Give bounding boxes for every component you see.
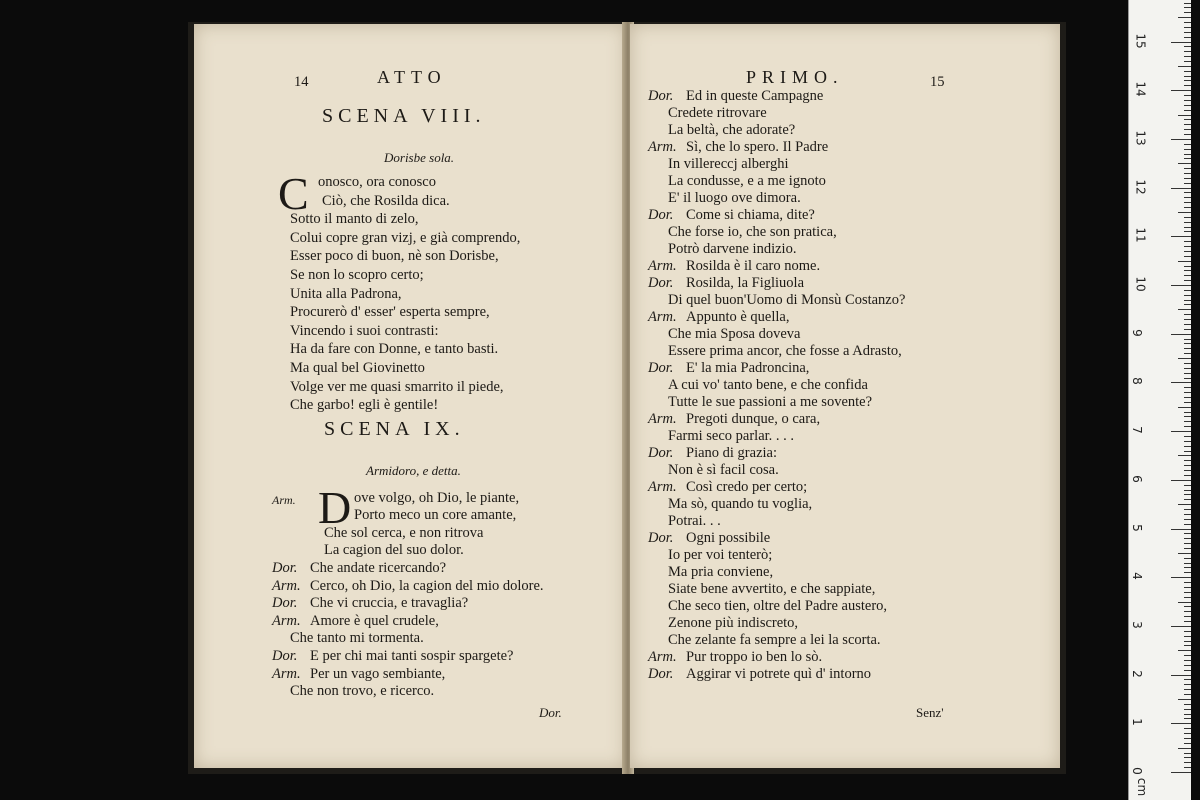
- speaker-label: Arm.: [648, 649, 677, 665]
- ruler-tick: [1184, 61, 1191, 62]
- ruler-tick: [1184, 37, 1191, 38]
- ruler-tick: [1184, 441, 1191, 442]
- speaker-label: Dor.: [648, 666, 674, 682]
- ruler-tick: [1184, 460, 1191, 461]
- ruler-tick: [1184, 353, 1191, 354]
- dialogue-line: Piano di grazia:: [686, 445, 778, 461]
- catchword-right: Senz': [916, 705, 944, 720]
- verse-line: Ma qual bel Giovinetto: [290, 360, 425, 376]
- ruler-tick: [1184, 241, 1191, 242]
- catchword-left: Dor.: [539, 705, 562, 720]
- speaker-label: Arm.: [648, 411, 677, 427]
- open-book: [188, 22, 1066, 774]
- speaker-label: Arm.: [272, 665, 301, 682]
- ruler-tick: [1171, 626, 1191, 627]
- ruler-label: 13: [1133, 130, 1148, 146]
- ruler-tick: [1184, 207, 1191, 208]
- ruler-tick: [1184, 290, 1191, 291]
- ruler-tick: [1178, 309, 1191, 310]
- ruler-tick: [1184, 524, 1191, 525]
- dialogue-line: La condusse, e a me ignoto: [668, 173, 826, 189]
- dialogue-line: Che seco tien, oltre del Padre austero,: [668, 598, 888, 614]
- dialogue-line: Come si chiama, dite?: [686, 207, 815, 223]
- ruler-label: 8: [1129, 377, 1144, 386]
- ruler-tick: [1184, 611, 1191, 612]
- ruler-tick: [1184, 270, 1191, 271]
- ruler-tick: [1184, 616, 1191, 617]
- speaker-label: Arm.: [272, 612, 301, 629]
- ruler-tick: [1184, 183, 1191, 184]
- dialogue-line: Che mia Sposa doveva: [668, 326, 801, 342]
- dialogue-line: E per chi mai tanti sospir spargete?: [310, 648, 514, 664]
- ruler-tick: [1184, 304, 1191, 305]
- verse-line: Volge ver me quasi smarrito il piede,: [290, 378, 504, 395]
- dialogue-line: Cerco, oh Dio, la cagion del mio dolore.: [310, 577, 544, 594]
- ruler-label: 2: [1129, 669, 1144, 678]
- ruler-tick: [1184, 470, 1191, 471]
- speaker-label: Arm.: [648, 309, 677, 325]
- verse-line: Vincendo i suoi contrasti:: [290, 322, 439, 339]
- ruler-tick: [1171, 431, 1191, 432]
- ruler-tick: [1184, 509, 1191, 510]
- dialogue-line: Sì, che lo spero. Il Padre: [686, 139, 829, 155]
- ruler-tick: [1184, 46, 1191, 47]
- ruler-tick: [1184, 738, 1191, 739]
- ruler-label: 12: [1133, 178, 1148, 195]
- ruler-tick: [1184, 665, 1191, 666]
- ruler-tick: [1184, 679, 1191, 680]
- ruler-tick: [1178, 748, 1191, 749]
- dialogue-line: Tutte le sue passioni a me sovente?: [668, 394, 873, 410]
- ruler-tick: [1184, 373, 1191, 374]
- ruler-tick: [1184, 714, 1191, 715]
- ruler-unit: cm: [1135, 777, 1150, 797]
- ruler-tick: [1178, 115, 1191, 116]
- scene-8-title: SCENA VIII.: [322, 105, 486, 127]
- running-head-left: ATTO: [377, 67, 447, 87]
- ruler-tick: [1184, 100, 1191, 101]
- ruler-tick: [1184, 606, 1191, 607]
- ruler-tick: [1184, 563, 1191, 564]
- speaker-label: Dor.: [648, 530, 674, 546]
- speaker-label: Arm.: [648, 139, 677, 155]
- left-page: [194, 24, 627, 768]
- dialogue-line: A cui vo' tanto bene, e che confida: [668, 377, 868, 393]
- ruler-tick: [1171, 382, 1191, 383]
- ruler-tick: [1184, 533, 1191, 534]
- ruler-tick: [1178, 407, 1191, 408]
- ruler-tick: [1184, 767, 1191, 768]
- ruler-tick: [1184, 704, 1191, 705]
- ruler-tick: [1184, 266, 1191, 267]
- ruler-tick: [1184, 762, 1191, 763]
- ruler-tick: [1184, 12, 1191, 13]
- ruler-tick: [1178, 602, 1191, 603]
- ruler-tick: [1184, 280, 1191, 281]
- ruler-tick: [1184, 339, 1191, 340]
- verse-line: Ciò, che Rosilda dica.: [322, 192, 450, 209]
- running-head-right: PRIMO.: [746, 67, 844, 87]
- scene-9-first-speaker: Arm.: [272, 493, 296, 507]
- ruler-tick: [1184, 251, 1191, 252]
- ruler-tick: [1171, 139, 1191, 140]
- ruler-tick: [1184, 300, 1191, 301]
- speaker-label: Dor.: [272, 595, 298, 612]
- scene-9-cast: Armidoro, e detta.: [366, 463, 461, 478]
- ruler-tick: [1184, 119, 1191, 120]
- ruler-label: 5: [1129, 523, 1144, 532]
- ruler-tick: [1184, 421, 1191, 422]
- ruler-tick: [1184, 124, 1191, 125]
- ruler-tick: [1184, 56, 1191, 57]
- speaker-label: Arm.: [272, 577, 301, 594]
- ruler-tick: [1171, 285, 1191, 286]
- verse-line: Sotto il manto di zelo,: [290, 211, 419, 228]
- dialogue-line: Ma pria conviene,: [668, 564, 774, 580]
- ruler-tick: [1184, 80, 1191, 81]
- ruler-tick: [1184, 397, 1191, 398]
- ruler-tick: [1184, 329, 1191, 330]
- ruler-label: 7: [1129, 426, 1144, 434]
- verse-line: Che garbo! egli è gentile!: [290, 397, 439, 414]
- ruler-tick: [1184, 538, 1191, 539]
- ruler-tick: [1184, 636, 1191, 637]
- ruler-tick: [1184, 446, 1191, 447]
- dialogue-line: Che non trovo, e ricerco.: [290, 683, 435, 700]
- ruler-tick: [1184, 592, 1191, 593]
- ruler-tick: [1184, 76, 1191, 77]
- ruler-tick: [1184, 71, 1191, 72]
- ruler-tick: [1184, 392, 1191, 393]
- ruler-tick: [1184, 485, 1191, 486]
- ruler-tick: [1184, 95, 1191, 96]
- speaker-label: Dor.: [272, 648, 298, 664]
- ruler-tick: [1184, 178, 1191, 179]
- ruler-tick: [1178, 163, 1191, 164]
- ruler-tick: [1184, 149, 1191, 150]
- ruler-tick: [1184, 543, 1191, 544]
- dialogue-line: Siate bene avvertito, e che sappiate,: [668, 581, 876, 597]
- dialogue-line: Appunto è quella,: [686, 309, 790, 325]
- ruler-tick: [1184, 134, 1191, 135]
- dialogue-line: Rosilda è il caro nome.: [686, 258, 821, 274]
- dialogue-line: Credete ritrovare: [668, 105, 767, 121]
- speaker-label: Dor.: [648, 275, 674, 291]
- speaker-label: Dor.: [648, 445, 674, 461]
- ruler-tick: [1184, 587, 1191, 588]
- ruler-tick: [1184, 363, 1191, 364]
- ruler-label: 11: [1133, 227, 1148, 243]
- ruler-tick: [1184, 85, 1191, 86]
- dialogue-line: Che andate ricercando?: [310, 560, 447, 576]
- ruler-tick: [1171, 529, 1191, 530]
- ruler-tick: [1184, 173, 1191, 174]
- ruler-tick: [1184, 733, 1191, 734]
- dialogue-line: In villereccj alberghi: [668, 156, 789, 172]
- ruler-tick: [1184, 402, 1191, 403]
- speaker-label: Dor.: [648, 207, 674, 223]
- ruler-tick: [1184, 319, 1191, 320]
- verse-line: Colui copre gran vizj, e già comprendo,: [290, 229, 521, 246]
- ruler-tick: [1171, 772, 1191, 773]
- ruler-tick: [1171, 723, 1191, 724]
- ruler-tick: [1178, 261, 1191, 262]
- ruler-label: 6: [1129, 474, 1144, 483]
- ruler-tick: [1184, 645, 1191, 646]
- ruler-tick: [1184, 641, 1191, 642]
- ruler-tick: [1184, 655, 1191, 656]
- ruler-tick: [1184, 202, 1191, 203]
- ruler-tick: [1184, 494, 1191, 495]
- ruler-tick: [1184, 387, 1191, 388]
- ruler-label: 3: [1129, 621, 1144, 629]
- drop-cap-c: C: [278, 168, 309, 219]
- ruler-tick: [1184, 348, 1191, 349]
- ruler-tick: [1171, 577, 1191, 578]
- verse-line: La cagion del suo dolor.: [324, 541, 464, 558]
- ruler-tick: [1171, 480, 1191, 481]
- ruler-tick: [1184, 412, 1191, 413]
- ruler-tick: [1184, 582, 1191, 583]
- dialogue-line: La beltà, che adorate?: [668, 122, 796, 138]
- verse-line: Ha da fare con Donne, e tanto basti.: [290, 341, 499, 358]
- ruler-tick: [1184, 256, 1191, 257]
- ruler-tick: [1184, 154, 1191, 155]
- ruler-tick: [1184, 378, 1191, 379]
- ruler-tick: [1178, 553, 1191, 554]
- ruler-label: 10: [1133, 276, 1148, 292]
- ruler-tick: [1184, 416, 1191, 417]
- dialogue-line: Pur troppo io ben lo sò.: [686, 649, 823, 665]
- verse-line: ove volgo, oh Dio, le piante,: [354, 490, 520, 506]
- speaker-label: Dor.: [648, 88, 674, 104]
- dialogue-line: E' il luogo ove dimora.: [668, 190, 801, 206]
- ruler-tick: [1184, 343, 1191, 344]
- dialogue-line: Così credo per certo;: [686, 479, 808, 495]
- dialogue-line: Ma sò, quando tu voglia,: [668, 496, 813, 512]
- ruler-tick: [1184, 465, 1191, 466]
- ruler-tick: [1178, 650, 1191, 651]
- ruler-tick: [1184, 324, 1191, 325]
- speaker-label: Dor.: [648, 360, 674, 376]
- ruler-tick: [1184, 222, 1191, 223]
- verse-line: Unita alla Padrona,: [290, 285, 402, 302]
- ruler-tick: [1184, 548, 1191, 549]
- ruler-tick: [1184, 558, 1191, 559]
- ruler-tick: [1184, 246, 1191, 247]
- ruler-tick: [1184, 514, 1191, 515]
- ruler-tick: [1184, 426, 1191, 427]
- dialogue-line: Di quel buon'Uomo di Monsù Costanzo?: [668, 292, 906, 308]
- drop-cap-d: D: [318, 482, 352, 533]
- ruler-tick: [1178, 212, 1191, 213]
- dialogue-line: Amore è quel crudele,: [310, 612, 439, 629]
- ruler-tick: [1171, 42, 1191, 43]
- ruler-label: 1: [1129, 718, 1144, 727]
- ruler-tick: [1184, 110, 1191, 111]
- ruler-tick: [1171, 188, 1191, 189]
- ruler-label: 14: [1133, 81, 1148, 97]
- ruler-tick: [1184, 275, 1191, 276]
- ruler-tick: [1171, 675, 1191, 676]
- ruler-tick: [1184, 519, 1191, 520]
- dialogue-line: Essere prima ancor, che fosse a Adrasto,: [668, 343, 902, 359]
- ruler-tick: [1184, 144, 1191, 145]
- scene-8-cast: Dorisbe sola.: [384, 150, 455, 165]
- ruler-tick: [1184, 689, 1191, 690]
- dialogue-line: Potrai. . .: [668, 513, 721, 529]
- ruler-tick: [1184, 227, 1191, 228]
- verse-line: Porto meco un core amante,: [354, 507, 517, 524]
- verse-line: Procurerò d' esser' esperta sempre,: [290, 304, 490, 321]
- ruler-tick: [1184, 753, 1191, 754]
- ruler-label: 0: [1129, 767, 1144, 775]
- ruler-label: 15: [1133, 32, 1148, 49]
- dialogue-line: Zenone più indiscreto,: [668, 615, 799, 631]
- ruler-tick: [1184, 217, 1191, 218]
- ruler-tick: [1184, 694, 1191, 695]
- ruler-tick: [1184, 743, 1191, 744]
- ruler-tick: [1184, 197, 1191, 198]
- dialogue-line: Rosilda, la Figliuola: [686, 275, 805, 291]
- ruler-label: 9: [1129, 328, 1144, 337]
- speaker-label: Arm.: [648, 479, 677, 495]
- ruler-label: 4: [1129, 572, 1144, 581]
- ruler-tick: [1184, 597, 1191, 598]
- verse-line: Esser poco di buon, nè son Dorisbe,: [290, 248, 499, 265]
- dialogue-line: Che vi cruccia, e travaglia?: [310, 595, 469, 612]
- ruler-tick: [1184, 621, 1191, 622]
- ruler-tick: [1178, 504, 1191, 505]
- ruler-tick: [1184, 27, 1191, 28]
- scene-9-title: SCENA IX.: [324, 418, 465, 440]
- ruler-tick: [1184, 451, 1191, 452]
- ruler-tick: [1171, 334, 1191, 335]
- ruler-tick: [1178, 358, 1191, 359]
- dialogue-line: Per un vago sembiante,: [310, 665, 446, 682]
- ruler-tick: [1184, 105, 1191, 106]
- ruler-tick: [1184, 168, 1191, 169]
- ruler-tick: [1184, 490, 1191, 491]
- ruler-tick: [1184, 22, 1191, 23]
- ruler-tick: [1184, 718, 1191, 719]
- ruler-tick: [1171, 236, 1191, 237]
- verse-line: Che sol cerca, e non ritrova: [324, 524, 484, 541]
- ruler-tick: [1184, 728, 1191, 729]
- ruler-tick: [1178, 17, 1191, 18]
- dialogue-line: Che tanto mi tormenta.: [290, 630, 424, 647]
- ruler-tick: [1184, 684, 1191, 685]
- ruler-tick: [1184, 572, 1191, 573]
- ruler-tick: [1184, 295, 1191, 296]
- ruler-tick: [1184, 631, 1191, 632]
- ruler-tick: [1184, 368, 1191, 369]
- speaker-label: Arm.: [648, 258, 677, 274]
- verse-line: onosco, ora conosco: [318, 174, 436, 190]
- ruler-tick: [1184, 231, 1191, 232]
- ruler-tick: [1184, 436, 1191, 437]
- ruler-tick: [1184, 158, 1191, 159]
- ruler-tick: [1178, 699, 1191, 700]
- ruler-tick: [1184, 129, 1191, 130]
- ruler-tick: [1171, 90, 1191, 91]
- dialogue-line: Ed in queste Campagne: [686, 88, 824, 104]
- dialogue-line: Potrò darvene indizio.: [668, 241, 797, 257]
- speaker-label: Dor.: [272, 560, 298, 576]
- ruler-tick: [1184, 709, 1191, 710]
- ruler-tick: [1184, 51, 1191, 52]
- ruler-tick: [1184, 670, 1191, 671]
- dialogue-line: Che forse io, che son pratica,: [668, 224, 837, 240]
- ruler-tick: [1184, 314, 1191, 315]
- ruler-tick: [1184, 475, 1191, 476]
- ruler-tick: [1184, 192, 1191, 193]
- dialogue-line: Non è sì facil cosa.: [668, 462, 779, 478]
- right-page: [630, 24, 1060, 768]
- ruler-tick: [1184, 7, 1191, 8]
- ruler-tick: [1184, 3, 1191, 4]
- ruler-tick: [1184, 567, 1191, 568]
- dialogue-line: Io per voi tenterò;: [668, 547, 773, 563]
- dialogue-line: Ogni possibile: [686, 530, 771, 546]
- ruler-tick: [1178, 66, 1191, 67]
- ruler-tick: [1184, 660, 1191, 661]
- dialogue-line: Aggirar vi potrete quì d' intorno: [686, 666, 872, 682]
- dialogue-line: Farmi seco parlar. . . .: [668, 428, 795, 444]
- page-number-left: 14: [294, 74, 309, 90]
- measurement-ruler: [1128, 0, 1191, 800]
- ruler-tick: [1184, 757, 1191, 758]
- page-number-right: 15: [930, 74, 945, 90]
- ruler-tick: [1184, 499, 1191, 500]
- verse-line: Se non lo scopro certo;: [290, 267, 424, 283]
- dialogue-line: E' la mia Padroncina,: [686, 360, 810, 376]
- ruler-tick: [1184, 32, 1191, 33]
- dialogue-line: Pregoti dunque, o cara,: [686, 411, 821, 427]
- dialogue-line: Che zelante fa sempre a lei la scorta.: [668, 632, 881, 648]
- ruler-tick: [1178, 455, 1191, 456]
